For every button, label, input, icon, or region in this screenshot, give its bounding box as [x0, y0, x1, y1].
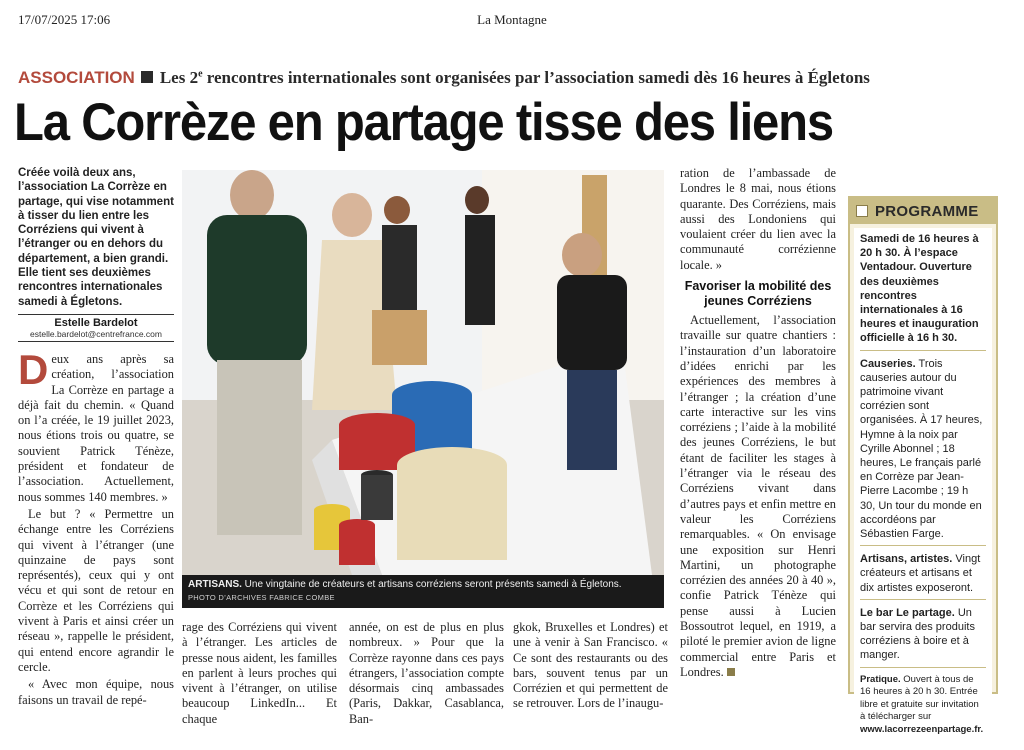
program-body: [854, 228, 992, 750]
article-photo: [182, 170, 664, 608]
program-item-1-text: Samedi de 16 heures à 20 h 30. À l’espace Ventadour. Ouverture des deuxièmes rencontres internationales à 16 heures et inauguration officielle à 16 h 30.: [860, 233, 979, 345]
body-column-1: [18, 346, 174, 710]
kicker-text-part1: Les 2: [159, 68, 199, 87]
body-column-4: gkok, Bruxelles et Londres) et une à venir à San Francisco. « Ce sont des restaurants ou des bars, souvent tenus par un Corrézien et qui permettent de se retrouver. Lors de l’inaugu-: [513, 620, 668, 711]
kicker-text-part2: rencontres internationales sont organisées par l’association samedi dès 16 heures à Égletons: [202, 68, 870, 87]
photo-image: [182, 170, 664, 575]
body-column-5: [680, 166, 836, 682]
col5-paragraph-1: ration de l’ambassade de Londres le 8 mai, nous étions quarante. Des Corréziens, mais aussi des Londoniens qui voulaient créer du lien avec la communauté corrézienne locale. »: [680, 166, 836, 272]
print-source: La Montagne: [477, 12, 547, 27]
author-email: estelle.bardelot@centrefrance.com: [18, 329, 174, 342]
program-item-2-text: Trois causeries autour du patrimoine vivant corrézien sont organisées. À 17 heures, Hymne à la noix par Cyrille Abonnel ; 18 heures, Le français parlé en Corrèze par Jean-Pierre Lacombe ; 19 h 30, Un tour du monde en accordéons par Sébastien Farge.: [860, 357, 983, 541]
col5-paragraph-2: [680, 313, 836, 680]
photo-credit: PHOTO D’ARCHIVES FABRICE COMBE: [188, 593, 335, 602]
paragraph-2: Le but ? « Permettre un échange entre les Corréziens qui vivent à l’étranger (une quinzaine de pays sont représentés), ceux qui y ont vécu et qui sont de retour en Corrèze et les Corréziens qui vivent à Paris et ainsi créer un réseau », rappelle le président, qui entend encore agrandir le cercle.: [18, 506, 174, 674]
program-item-5-label: Pratique.: [860, 673, 901, 685]
program-item-2-label: Causeries.: [860, 357, 916, 370]
rubric-label: ASSOCIATION: [18, 68, 135, 87]
print-header: [0, 12, 1024, 30]
program-item-5: [860, 674, 986, 741]
author-name: Estelle Bardelot: [54, 317, 138, 329]
program-item-5-text: Ouvert à tous de 16 heures à 20 h 30. Entrée libre et gratuite sur invitation à télécharger sur: [860, 673, 979, 723]
kicker-text: [160, 68, 870, 87]
caption-label: ARTISANS.: [188, 579, 242, 590]
program-item-1: [860, 232, 986, 351]
kicker-sup: e: [198, 68, 203, 80]
photo-caption: [182, 575, 664, 608]
program-item-4-text: Un bar servira des produits corréziens à boire et à manger.: [860, 606, 975, 662]
program-box-icon: [856, 205, 868, 217]
print-date: 17/07/2025 17:06: [18, 12, 111, 27]
program-title: PROGRAMME: [875, 202, 979, 220]
end-mark-icon: [727, 668, 735, 676]
chapo: Créée voilà deux ans, l’association La Corrèze en partage, qui vise notamment à tisser du lien entre les Corréziens qui vivent à l’étranger ou en dehors du département, a bien grandi. Elle tient ses deuxièmes rencontres internationales samedi à Égletons.: [18, 167, 174, 308]
col5-paragraph-2-text: Actuellement, l’association travaille sur quatre chantiers : l’instauration d’un laboratoire d’idées enrichi par les expériences des membres à l’étranger ; la création d’une carte interactive sur les vins corréziens ; l’aide à la mobilité des jeunes Corréziens, le but étant de faciliter les stages à l’étranger via le réseau des Corréziens vivant dans d’autres pays et enfin mettre en valeur les Corréziens remarquables. « On envisage une exposition sur Henri Martini, un photographe corrézien des années 20 à 40 », confie Patrick Ténèze qui pense aussi à Lucien Bossoutrot lequel, en 1919, a piloté le premier avion de ligne commercial entre Paris et Londres.: [680, 313, 836, 679]
program-box: [848, 196, 998, 735]
byline: [18, 314, 174, 342]
body-column-2: rage des Corréziens qui vivent à l’étranger. Les articles de presse nous aident, les familles en parlent à leurs proches qui vivent à l’étranger, on utilise beaucoup LinkedIn... Et chaque: [182, 620, 337, 726]
program-item-3-label: Artisans, artistes.: [860, 553, 953, 566]
program-item-3: [860, 552, 986, 600]
program-item-3-text: Vingt créateurs et artisans et dix artistes exposeront.: [860, 553, 981, 594]
program-header: [850, 198, 996, 224]
headline: La Corrèze en partage tisse des liens: [14, 93, 833, 152]
program-item-4-label: Le bar Le partage.: [860, 606, 955, 619]
paragraph-3: « Avec mon équipe, nous faisons un travail de repé-: [18, 677, 174, 707]
program-item-2: [860, 357, 986, 547]
photo-illustration: [182, 170, 664, 575]
body-column-3: année, on est de plus en plus nombreux. » Pour que la Corrèze rayonne dans ces pays étrangers, l’association compte désormais cinq ambassades (Paris, Dakkar, Casablanca, Ban-: [349, 620, 504, 726]
program-website-link[interactable]: www.lacorrezeenpartage.fr.: [860, 723, 984, 735]
square-bullet-icon: [141, 71, 153, 83]
paragraph-1-text: eux ans après sa création, l’association La Corrèze en partage a déjà fait du chemin. « Quand on l’a créée, le 19 juillet 2023, nous étions trois ou quatre, se souvient Patrick Ténèze, président et fondateur de l’association. Actuellement, nous sommes 140 membres. »: [18, 352, 174, 504]
dropcap: D: [18, 346, 49, 393]
kicker: [18, 68, 1018, 88]
program-item-4: [860, 606, 986, 668]
subhead: Favoriser la mobilité des jeunes Corréziens: [684, 279, 832, 309]
paragraph-1: [18, 346, 174, 505]
caption-text: Une vingtaine de créateurs et artisans corréziens seront présents samedi à Égletons.: [241, 579, 622, 590]
